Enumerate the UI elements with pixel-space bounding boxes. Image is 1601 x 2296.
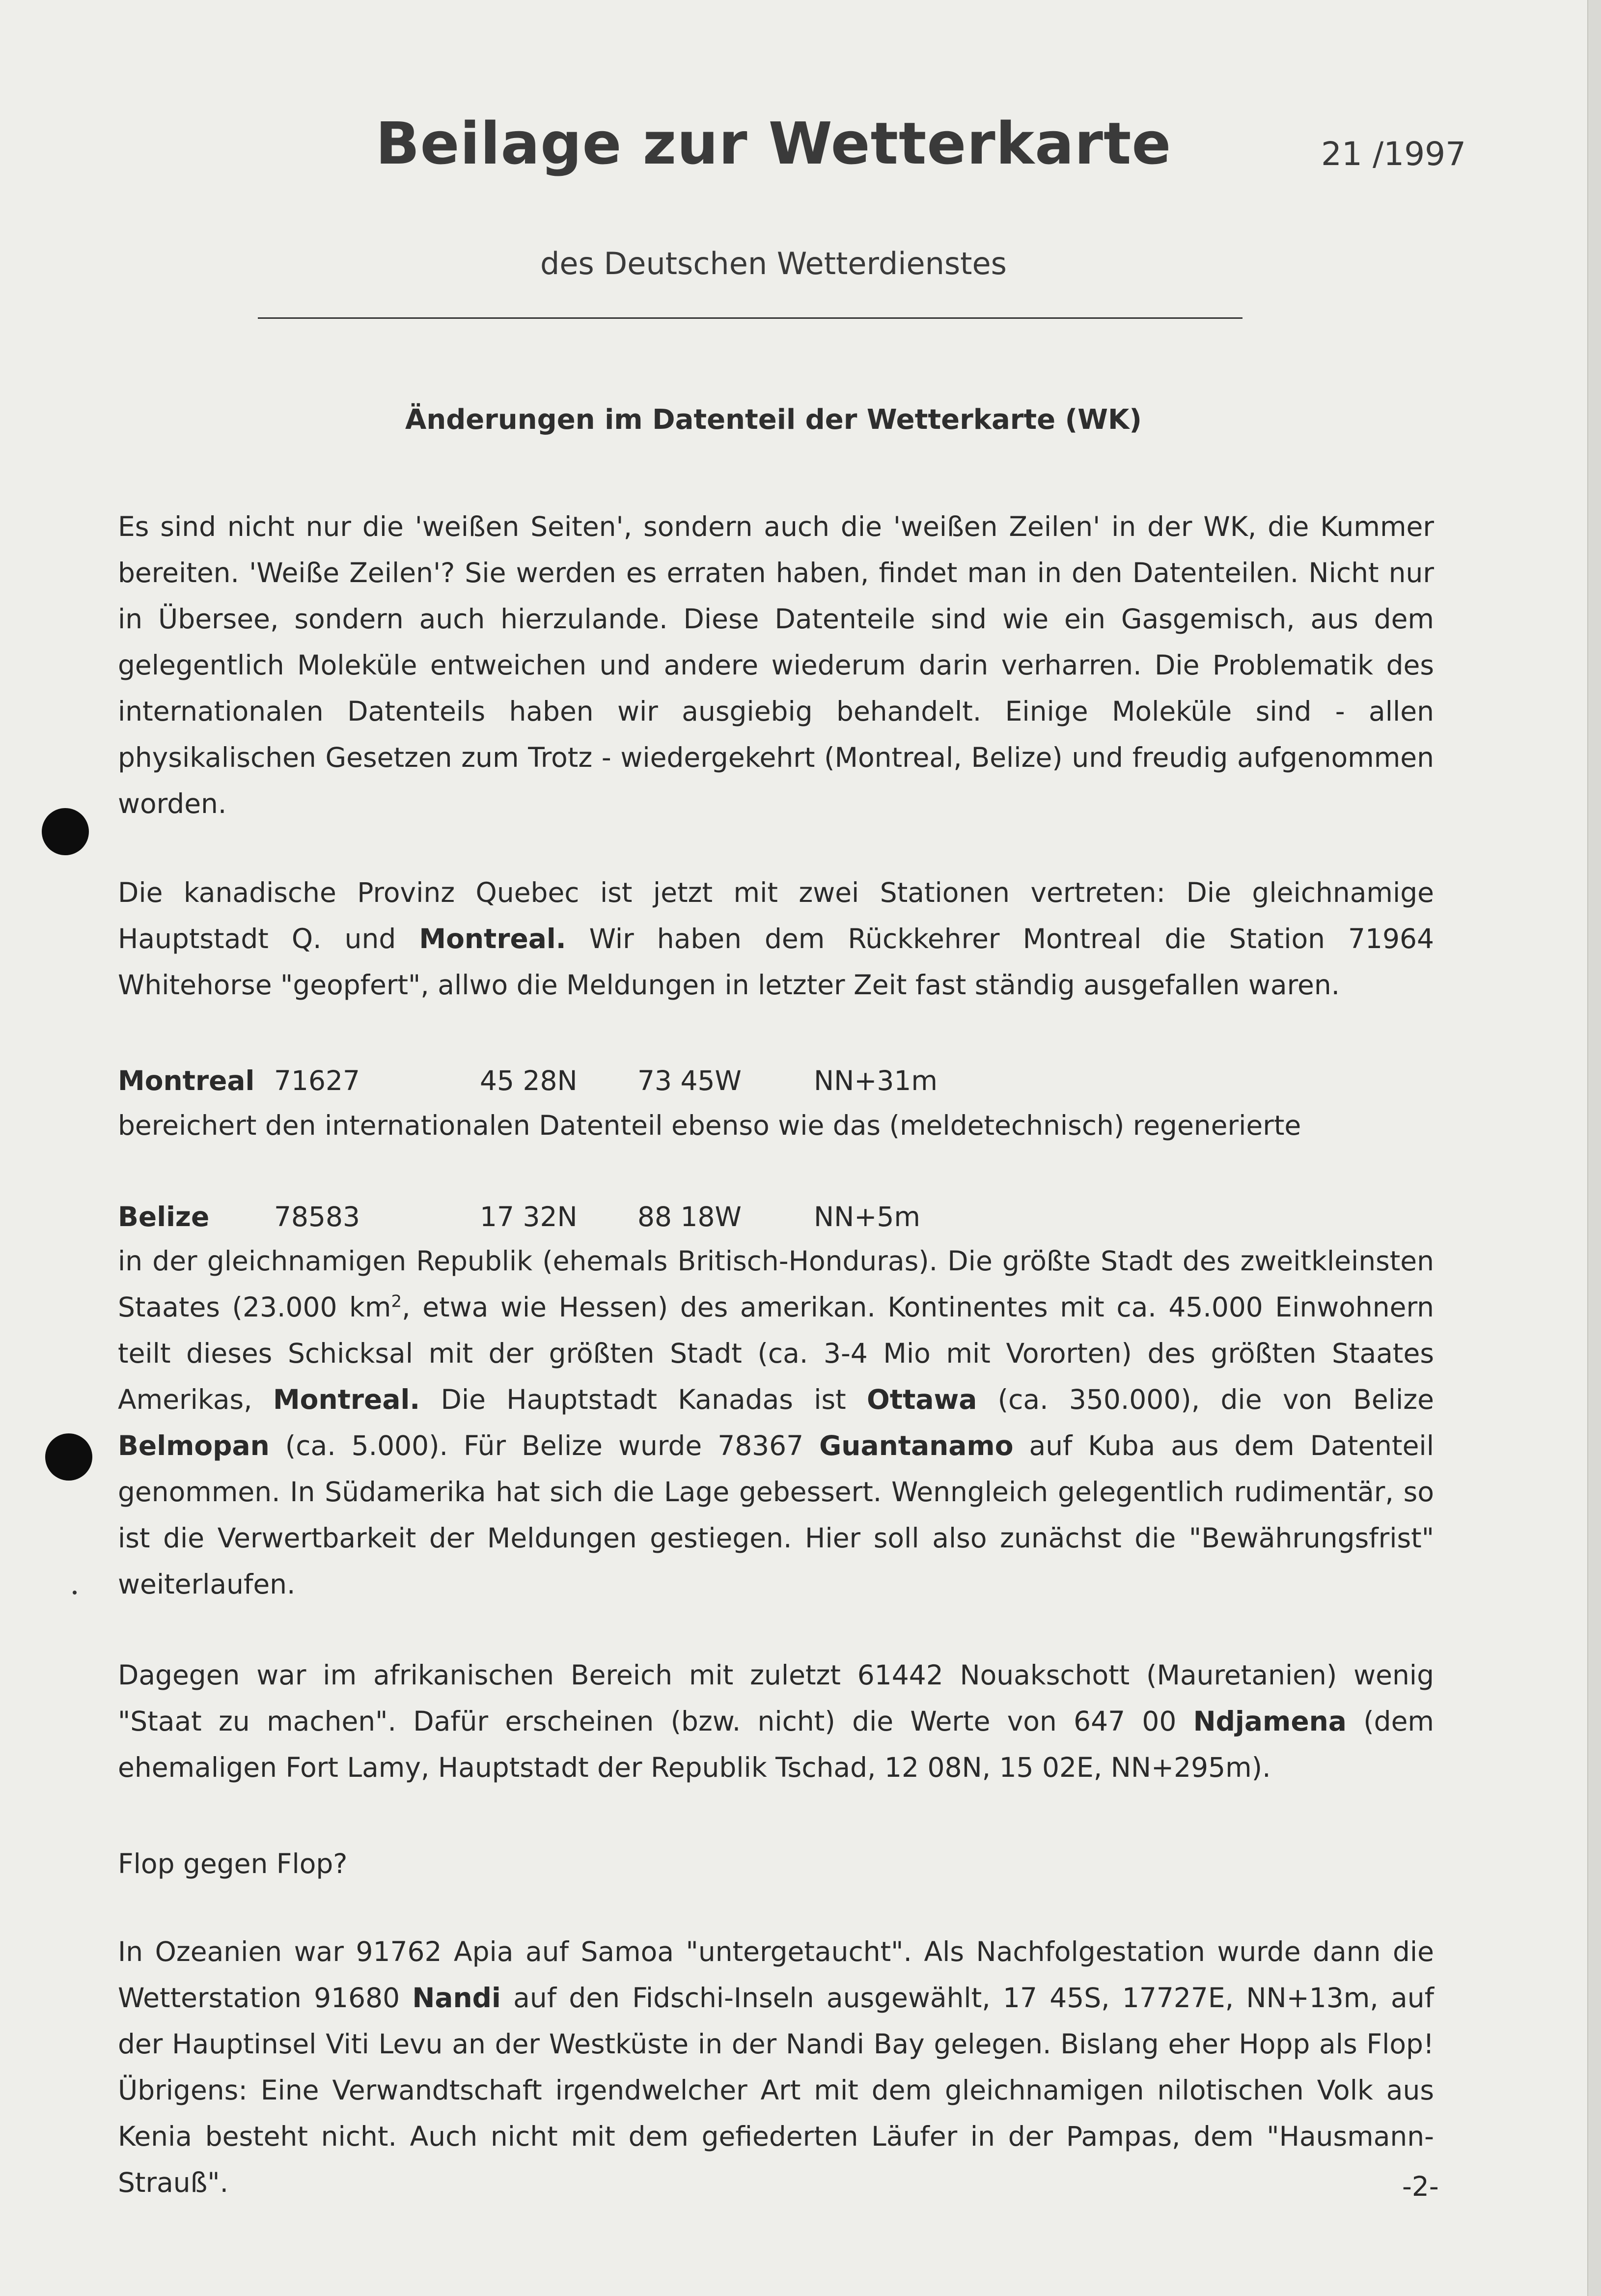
- section-heading: Änderungen im Datenteil der Wetterkarte (WK): [405, 404, 1142, 436]
- paragraph-4: in der gleichnamigen Republik (ehemals Britisch-Honduras). Die größte Stadt des zweitkleinsten Staates (23.000 $km^2$, etwa wie Hessen) des amerikan. Kontinentes mit ca. 45.000 Einwohnern teilt dieses Schicksal mit der größten Stadt (ca. 3-4 Mio mit Vororten) des größten Staates Amerikas, Montreal. Die Hauptstadt Kanadas ist Ottawa (ca. 350.000), die von Belize Belmopan (ca. 5.000). Für Belize wurde 78367 Guantanamo auf Kuba aus dem Datenteil genommen. In Südamerika hat sich die Lage gebessert. Wenngleich gelegentlich rudimentär, so ist die Verwertbarkeit der Meldungen gestiegen. Hier soll also zunächst die "Bewährungsfrist" weiterlaufen.: [118, 1245, 1434, 1600]
- speck: [73, 1591, 77, 1595]
- issue-number: 21 /1997: [1321, 135, 1466, 173]
- paragraph-3: bereichert den internationalen Datenteil ebenso wie das (meldetechnisch) regenerierte: [118, 1110, 1301, 1141]
- station-lon: 73 45W: [637, 1065, 742, 1096]
- station-lat: 45 28N: [480, 1065, 578, 1096]
- station-id: 71627: [274, 1065, 360, 1096]
- paragraph-6: Flop gegen Flop?: [118, 1848, 348, 1879]
- subtitle: des Deutschen Wetterdienstes: [540, 246, 1007, 281]
- station-id: 78583: [274, 1201, 360, 1232]
- station-alt: NN+31m: [814, 1065, 938, 1096]
- punch-hole-top: [42, 808, 89, 855]
- punch-hole-bottom: [45, 1433, 92, 1481]
- paragraph-7: In Ozeanien war 91762 Apia auf Samoa "untergetaucht". Als Nachfolgestation wurde dann die Wetterstation 91680 Nandi auf den Fidschi-Inseln ausgewählt, 17 45S, 17727E, NN+13m, auf der Hauptinsel Viti Levu an der Westküste in der Nandi Bay gelegen. Bislang eher Hopp als Flop! Übrigens: Eine Verwandtschaft irgendwelcher Art mit dem gleichnamigen nilotischen Volk aus Kenia besteht nicht. Auch nicht mit dem gefiederten Läufer in der Pampas, dem "Hausmann-Strauß".: [118, 1936, 1434, 2198]
- station-lat: 17 32N: [480, 1201, 578, 1232]
- paragraph-2: Die kanadische Provinz Quebec ist jetzt mit zwei Stationen vertreten: Die gleichnamige Hauptstadt Q. und Montreal. Wir haben dem Rückkehrer Montreal die Station 71964 Whitehorse "geopfert", allwo die Meldungen in letzter Zeit fast ständig ausgefallen waren.: [118, 877, 1435, 1001]
- station-name: Belize: [118, 1201, 210, 1232]
- page-title: Beilage zur Wetterkarte: [375, 110, 1172, 177]
- paragraph-5: Dagegen war im afrikanischen Bereich mit zuletzt 61442 Nouakschott (Mauretanien) wenig "Staat zu machen". Dafür erscheinen (bzw. nicht) die Werte von 647 00 Ndjamena (dem ehemaligen Fort Lamy, Hauptstadt der Republik Tschad, 12 08N, 15 02E, NN+295m).: [118, 1659, 1434, 1783]
- page-number: -2-: [1402, 2171, 1439, 2202]
- page-edge: [1587, 0, 1601, 2296]
- station-alt: NN+5m: [814, 1201, 920, 1232]
- paragraph-1: Es sind nicht nur die 'weißen Seiten', sondern auch die 'weißen Zeilen' in der WK, die Kummer bereiten. 'Weiße Zeilen'? Sie werden es erraten haben, findet man in den Datenteilen. Nicht nur in Übersee, sondern auch hierzulande. Diese Datenteile sind wie ein Gasgemisch, aus dem gelegentlich Moleküle entweichen und andere wiederum darin verharren. Die Problematik des internationalen Datenteils haben wir ausgiebig behandelt. Einige Moleküle sind - allen physikalischen Gesetzen zum Trotz - wiedergekehrt (Montreal, Belize) und freudig aufgenommen worden.: [118, 511, 1434, 819]
- station-name: Montreal: [118, 1065, 255, 1096]
- header-rule: [258, 317, 1242, 319]
- station-lon: 88 18W: [637, 1201, 742, 1232]
